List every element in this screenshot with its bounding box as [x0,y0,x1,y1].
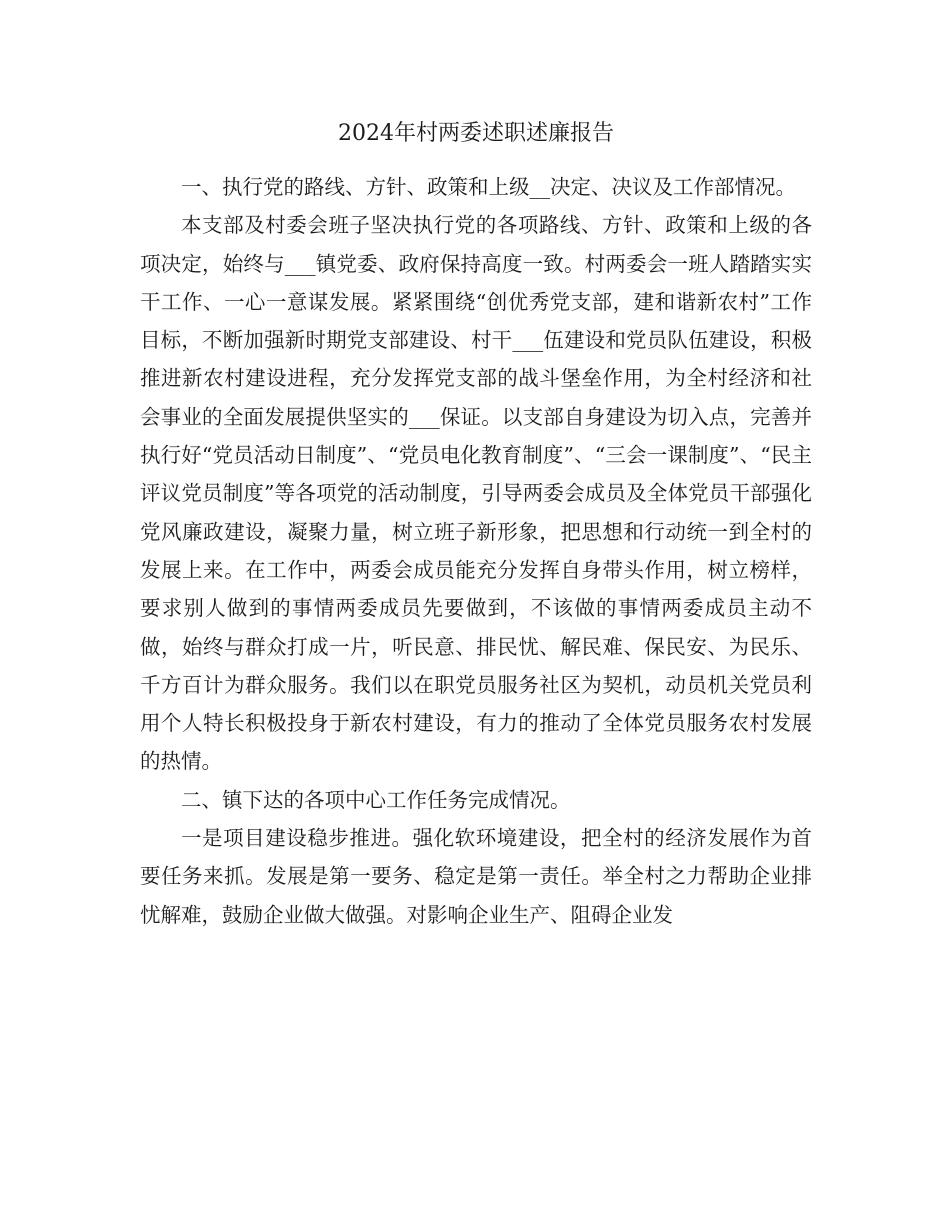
body-paragraph-2: 一是项目建设稳步推进。强化软环境建设，把全村的经济发展作为首要任务来抓。发展是第一要务、稳定是第一责任。举全村之力帮助企业排忧解难，鼓励企业做大做强。对影响企业生产、阻碍企业发 [140,826,812,927]
document-body [140,112,812,934]
document-title: 2024年村两委述职述廉报告 [338,121,614,146]
body-paragraph-1: 本支部及村委会班子坚决执行党的各项路线、方针、政策和上级的各项决定，始终与___镇党委、政府保持高度一致。村两委会一班人踏踏实实干工作、一心一意谋发展。紧紧围绕“创优秀党支部，建和谐新农村”工作目标，不断加强新时期党支部建设、村干___伍建设和党员队伍建设，积极推进新农村建设进程，充分发挥党支部的战斗堡垒作用，为全村经济和社会事业的全面发展提供坚实的___保证。以支部自身建设为切入点，完善并执行好“党员活动日制度”、“党员电化教育制度”、“三会一课制度”、“民主评议党员制度”等各项党的活动制度，引导两委会成员及全体党员干部强化党风廉政建设，凝聚力量，树立班子新形象，把思想和行动统一到全村的发展上来。在工作中，两委会成员能充分发挥自身带头作用，树立榜样，要求别人做到的事情两委成员先要做到，不该做的事情两委成员主动不做，始终与群众打成一片，听民意、排民忧、解民难、保民安、为民乐、千方百计为群众服务。我们以在职党员服务社区为契机，动员机关党员利用个人特长积极投身于新农村建设，有力的推动了全体党员服务农村发展的热情。 [140,213,812,774]
section-heading-1: 一、执行党的路线、方针、政策和上级__决定、决议及工作部情况。 [181,175,796,199]
section-heading-2: 二、镇下达的各项中心工作任务完成情况。 [181,787,571,812]
